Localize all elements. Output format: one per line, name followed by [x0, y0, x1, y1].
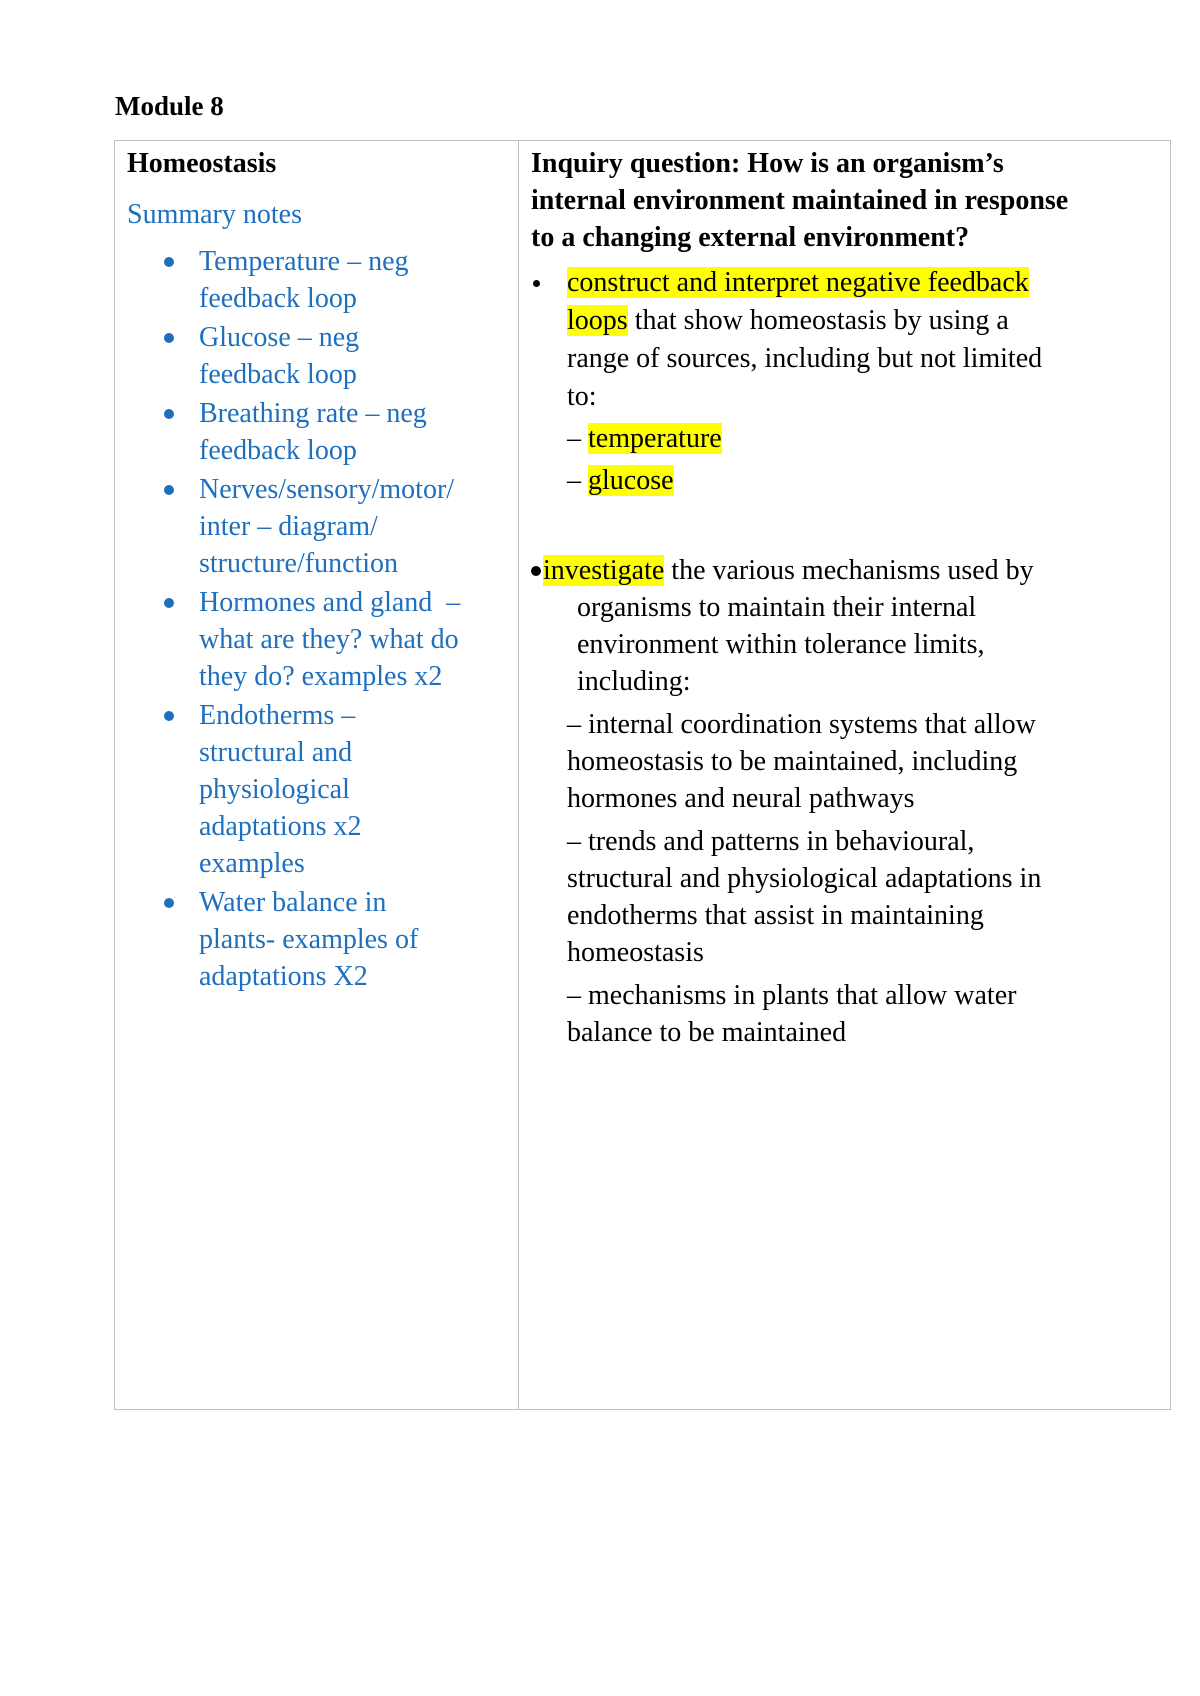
highlighted-text: construct and interpret negative feedback — [567, 267, 1029, 298]
bullet-icon — [164, 257, 174, 267]
list-item — [127, 395, 506, 469]
note-line: Temperature – neg — [199, 246, 409, 277]
sub-text: hormones and neural pathways — [567, 783, 915, 814]
list-item — [127, 697, 506, 882]
note-line: examples — [199, 848, 305, 879]
note-line: Endotherms – — [199, 700, 356, 731]
note-line: adaptations x2 — [199, 811, 362, 842]
bullet-icon — [164, 598, 174, 608]
note-line: Hormones and gland – — [199, 587, 461, 618]
bullet-icon — [533, 280, 540, 287]
point-text: that show homeostasis by using a — [627, 305, 1009, 336]
note-line: Breathing rate – neg — [199, 398, 427, 429]
point-text: the various mechanisms used by — [664, 555, 1034, 586]
inquiry-question — [531, 145, 1158, 256]
inquiry-line: to a changing external environment? — [531, 222, 970, 253]
point-text: environment within tolerance limits, — [577, 629, 985, 660]
note-line: feedback loop — [199, 435, 357, 466]
summary-notes-label: Summary notes — [127, 199, 302, 230]
summary-notes-list — [127, 243, 506, 995]
note-line: structure/function — [199, 548, 399, 579]
sub-item-coordination — [531, 706, 1158, 817]
syllabus-point-construct — [531, 264, 1158, 416]
note-line: they do? examples x2 — [199, 661, 443, 692]
note-line: Nerves/sensory/motor/ — [199, 474, 455, 505]
sub-text: structural and physiological adaptations in — [567, 863, 1042, 894]
bullet-icon — [164, 409, 174, 419]
module-title: Module 8 — [115, 91, 224, 121]
bullet-icon — [164, 485, 174, 495]
bullet-icon — [531, 566, 541, 576]
note-line: inter – diagram/ — [199, 511, 378, 542]
inquiry-line: Inquiry question: How is an organism’s — [531, 148, 1004, 179]
note-line: feedback loop — [199, 283, 357, 314]
inquiry-line: internal environment maintained in response — [531, 185, 1069, 216]
list-item — [127, 243, 506, 317]
note-line: structural and — [199, 737, 353, 768]
dash-item-temperature — [531, 420, 1158, 458]
syllabus-point-investigate — [531, 552, 1158, 589]
list-item — [127, 884, 506, 995]
right-cell — [519, 141, 1171, 1410]
dash-prefix: – — [567, 465, 588, 496]
note-line: adaptations X2 — [199, 961, 368, 992]
left-cell — [115, 141, 519, 1410]
bullet-icon — [164, 711, 174, 721]
dash-prefix: – — [567, 423, 588, 454]
topic-heading: Homeostasis — [127, 148, 277, 179]
sub-text: – mechanisms in plants that allow water — [567, 980, 1017, 1011]
highlighted-text: temperature — [588, 423, 722, 454]
point-text: range of sources, including but not limited — [567, 343, 1043, 374]
point-continuation — [531, 589, 1158, 700]
sub-item-plants — [531, 977, 1158, 1051]
table-row — [115, 141, 1171, 1410]
note-line: Glucose – neg — [199, 322, 360, 353]
note-line: plants- examples of — [199, 924, 419, 955]
sub-text: homeostasis to be maintained, including — [567, 746, 1018, 777]
dash-item-glucose — [531, 462, 1158, 500]
note-line: feedback loop — [199, 359, 357, 390]
highlighted-text: investigate — [543, 555, 665, 586]
note-line: what are they? what do — [199, 624, 459, 655]
highlighted-text: loops — [567, 305, 628, 336]
list-item — [127, 471, 506, 582]
note-line: Water balance in — [199, 887, 387, 918]
point-text: to: — [567, 381, 597, 412]
sub-text: – internal coordination systems that allow — [567, 709, 1036, 740]
sub-text: – trends and patterns in behavioural, — [567, 826, 975, 857]
bullet-icon — [164, 898, 174, 908]
list-item — [127, 584, 506, 695]
sub-text: homeostasis — [567, 937, 704, 968]
sub-item-endotherms — [531, 823, 1158, 971]
bullet-icon — [164, 333, 174, 343]
point-text: organisms to maintain their internal — [577, 592, 977, 623]
point-text: including: — [577, 666, 691, 697]
list-item — [127, 319, 506, 393]
sub-text: balance to be maintained — [567, 1017, 847, 1048]
module-table — [114, 140, 1171, 1410]
sub-text: endotherms that assist in maintaining — [567, 900, 984, 931]
highlighted-text: glucose — [588, 465, 674, 496]
note-line: physiological — [199, 774, 350, 805]
